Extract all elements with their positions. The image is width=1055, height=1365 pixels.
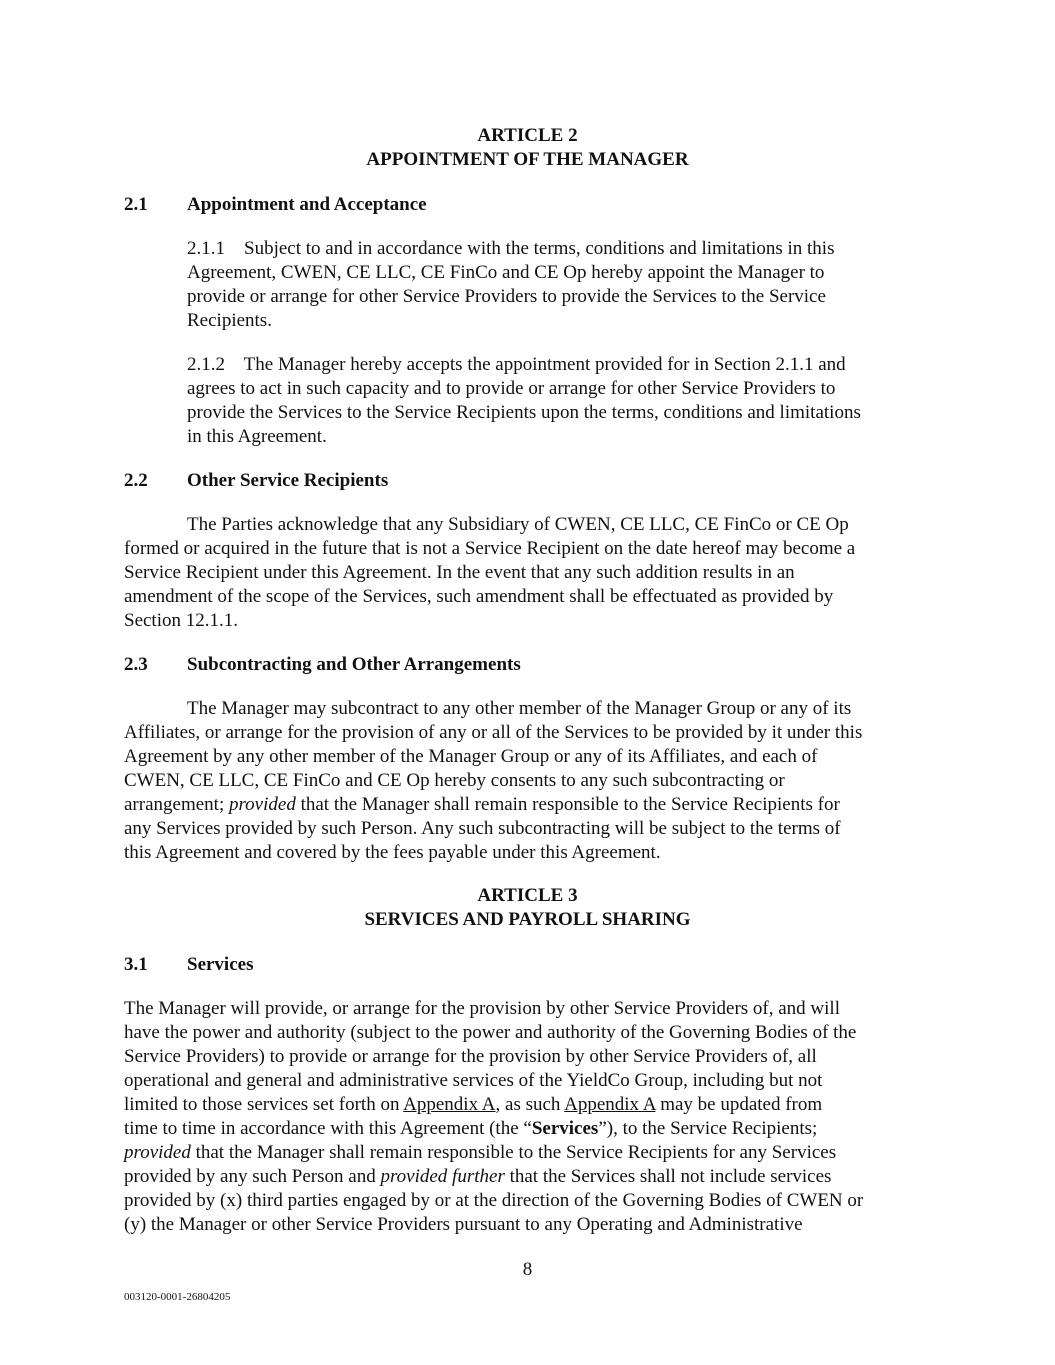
para-2-2-line: The Parties acknowledge that any Subsidiary of CWEN, CE LLC, CE FinCo or CE Op	[187, 514, 849, 535]
provided-further-italic: provided further	[380, 1166, 505, 1187]
document-id: 003120-0001-26804205	[124, 1291, 231, 1303]
article-2-label: ARTICLE 2	[477, 125, 578, 146]
para-2-1-1-line: Recipients.	[187, 310, 272, 331]
para-2-3-line: The Manager may subcontract to any other member of the Manager Group or any of its	[187, 698, 852, 719]
para-2-2-line: Section 12.1.1.	[124, 610, 238, 631]
text-run: limited to those services set forth on	[124, 1094, 404, 1115]
para-2-1-2-line: in this Agreement.	[187, 426, 327, 447]
appendix-a-link[interactable]: Appendix A	[403, 1094, 496, 1115]
para-2-2-line: formed or acquired in the future that is not a Service Recipient on the date hereof may become a	[124, 538, 856, 559]
page-number: 8	[522, 1259, 533, 1280]
text-run: provided by any such Person and	[124, 1166, 381, 1187]
para-2-2-line: Service Recipient under this Agreement. In the event that any such addition results in an	[124, 562, 795, 583]
para-3-1-line	[124, 1141, 836, 1165]
provided-italic: provided	[228, 794, 296, 815]
para-3-1-line: provided by (x) third parties engaged by or at the direction of the Governing Bodies of CWEN or	[124, 1190, 864, 1211]
article-2-title: APPOINTMENT OF THE MANAGER	[366, 149, 689, 170]
services-defined-term: Services	[531, 1118, 599, 1139]
para-2-2-line: amendment of the scope of the Services, such amendment shall be effectuated as provided by	[124, 586, 834, 607]
section-3-1-number: 3.1	[124, 954, 148, 975]
article-3-title: SERVICES AND PAYROLL SHARING	[364, 909, 691, 930]
section-2-2-number: 2.2	[124, 470, 148, 491]
text-run: may be updated from	[655, 1094, 823, 1115]
text-run: arrangement;	[124, 794, 229, 815]
para-2-1-1-line: 2.1.1 Subject to and in accordance with the terms, conditions and limitations in this	[187, 238, 835, 259]
para-2-3-line: Agreement by any other member of the Manager Group or any of its Affiliates, and each of	[124, 746, 818, 767]
para-3-1-line	[124, 1117, 817, 1141]
para-2-1-2-line: provide the Services to the Service Recipients upon the terms, conditions and limitations	[187, 402, 861, 423]
para-3-1-line: The Manager will provide, or arrange for the provision by other Service Providers of, and will	[124, 998, 840, 1019]
para-2-3-line: CWEN, CE LLC, CE FinCo and CE Op hereby consents to any such subcontracting or	[124, 770, 785, 791]
para-2-1-1-line: provide or arrange for other Service Providers to provide the Services to the Service	[187, 286, 826, 307]
text-run: that the Manager shall remain responsible to the Service Recipients for	[295, 794, 840, 815]
para-3-1-line: (y) the Manager or other Service Providers pursuant to any Operating and Administrative	[124, 1214, 803, 1235]
para-3-1-line: have the power and authority (subject to the power and authority of the Governing Bodies of the	[124, 1022, 857, 1043]
para-3-1-line: operational and general and administrative services of the YieldCo Group, including but not	[124, 1070, 823, 1091]
text-run: time to time in accordance with this Agreement (the “	[124, 1118, 532, 1139]
text-run: , as such	[495, 1094, 565, 1115]
para-3-1-line: Service Providers) to provide or arrange for the provision by other Service Providers of, all	[124, 1046, 817, 1067]
para-2-1-2-line: 2.1.2 The Manager hereby accepts the appointment provided for in Section 2.1.1 and	[187, 354, 846, 375]
para-2-1-2-line: agrees to act in such capacity and to provide or arrange for other Service Providers to	[187, 378, 836, 399]
provided-italic: provided	[124, 1142, 191, 1163]
para-3-1-line	[124, 1165, 831, 1189]
appendix-a-link[interactable]: Appendix A	[564, 1094, 656, 1115]
para-3-1-line	[124, 1093, 822, 1117]
section-2-1-heading: Appointment and Acceptance	[187, 194, 427, 215]
section-2-3-number: 2.3	[124, 654, 148, 675]
para-2-3-line: Affiliates, or arrange for the provision of any or all of the Services to be provided by it under this	[124, 722, 863, 743]
article-3-label: ARTICLE 3	[477, 885, 578, 906]
section-2-3-heading: Subcontracting and Other Arrangements	[187, 654, 521, 675]
text-run: ”), to the Service Recipients;	[598, 1118, 818, 1139]
para-2-3-line: this Agreement and covered by the fees payable under this Agreement.	[124, 842, 661, 863]
section-2-2-heading: Other Service Recipients	[187, 470, 389, 491]
text-run: that the Services shall not include services	[504, 1166, 832, 1187]
para-2-1-1-line: Agreement, CWEN, CE LLC, CE FinCo and CE Op hereby appoint the Manager to	[187, 262, 825, 283]
para-2-3-line	[124, 793, 840, 817]
section-3-1-heading: Services	[187, 954, 254, 975]
text-run: that the Manager shall remain responsible to the Service Recipients for any Services	[190, 1142, 837, 1163]
para-2-3-line: any Services provided by such Person. Any such subcontracting will be subject to the terms of	[124, 818, 841, 839]
section-2-1-number: 2.1	[124, 194, 148, 215]
